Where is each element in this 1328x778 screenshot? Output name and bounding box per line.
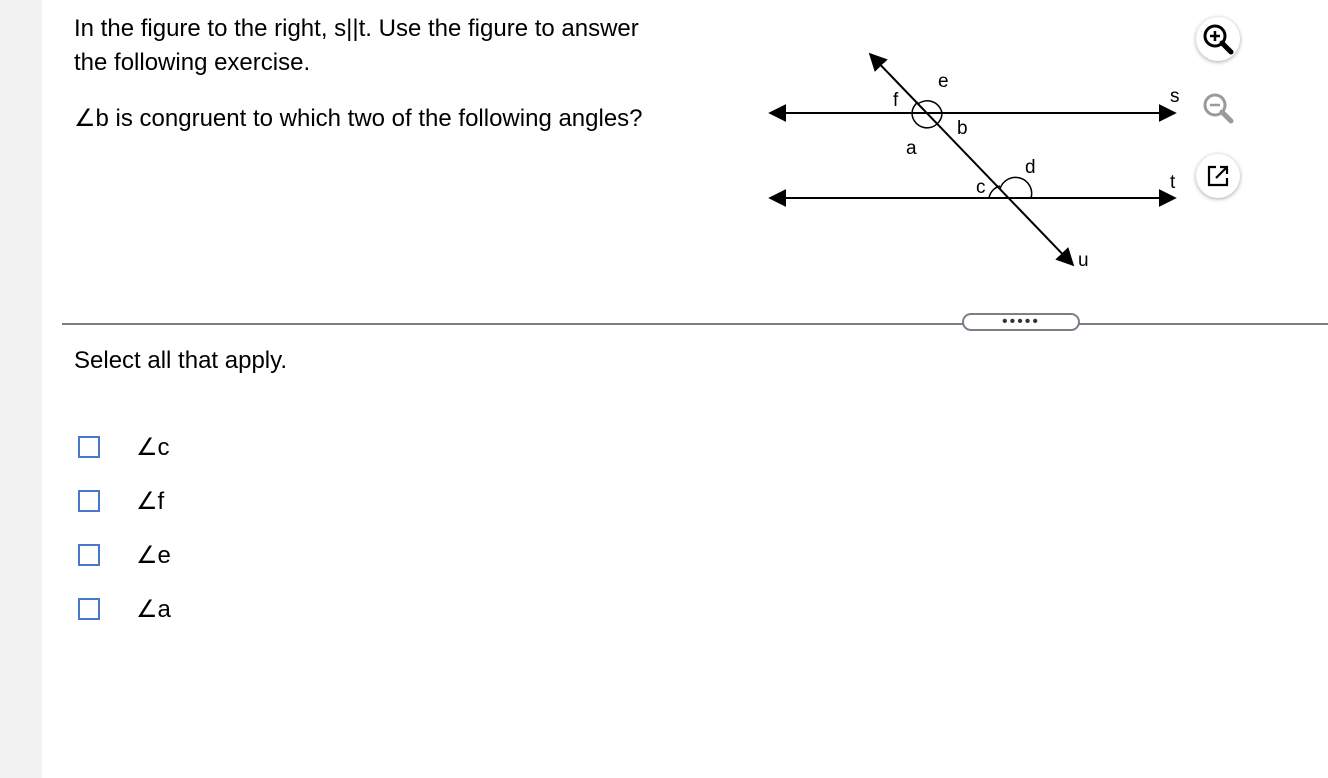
parallel-lines-figure	[760, 40, 1200, 280]
zoom-out-icon	[1201, 91, 1235, 125]
options-list	[78, 420, 171, 636]
popout-icon	[1205, 163, 1231, 189]
checkbox-c[interactable]	[78, 436, 100, 458]
pane-divider	[62, 323, 1328, 325]
option-e[interactable]	[78, 528, 171, 582]
label-e: e	[938, 71, 949, 92]
option-a[interactable]	[78, 582, 171, 636]
label-f: f	[893, 90, 899, 111]
left-gutter	[0, 0, 42, 778]
arc-b	[937, 113, 942, 124]
label-s: s	[1170, 86, 1180, 107]
question-line-1: In the figure to the right, s||t. Use the figure to answer	[74, 15, 639, 42]
question-prompt	[74, 102, 643, 136]
option-label-f: ∠f	[136, 487, 165, 515]
label-u: u	[1078, 250, 1089, 271]
label-b: b	[957, 118, 968, 139]
option-label-c: ∠c	[136, 433, 170, 461]
prompt-text: is congruent to which two of the following angles?	[108, 105, 643, 132]
transversal-u	[870, 54, 1073, 265]
option-c[interactable]	[78, 420, 171, 474]
label-c: c	[976, 177, 986, 198]
splitter-dots: •••••	[1001, 313, 1040, 330]
label-d: d	[1025, 157, 1036, 178]
checkbox-e[interactable]	[78, 544, 100, 566]
label-a: a	[906, 138, 917, 159]
checkbox-f[interactable]	[78, 490, 100, 512]
zoom-in-button[interactable]	[1196, 17, 1240, 61]
instruction-text: Select all that apply.	[74, 347, 288, 374]
popout-button[interactable]	[1196, 154, 1240, 198]
splitter-handle[interactable]	[962, 313, 1080, 331]
option-label-a: ∠a	[136, 595, 171, 623]
zoom-in-icon	[1201, 22, 1235, 56]
question-line-2: the following exercise.	[74, 49, 311, 76]
question-text	[74, 12, 714, 80]
arc-f	[912, 102, 918, 113]
prompt-angle: ∠b	[74, 105, 109, 132]
option-f[interactable]	[78, 474, 171, 528]
label-t: t	[1170, 172, 1176, 193]
checkbox-a[interactable]	[78, 598, 100, 620]
option-label-e: ∠e	[136, 541, 171, 569]
zoom-out-button[interactable]	[1196, 86, 1240, 130]
